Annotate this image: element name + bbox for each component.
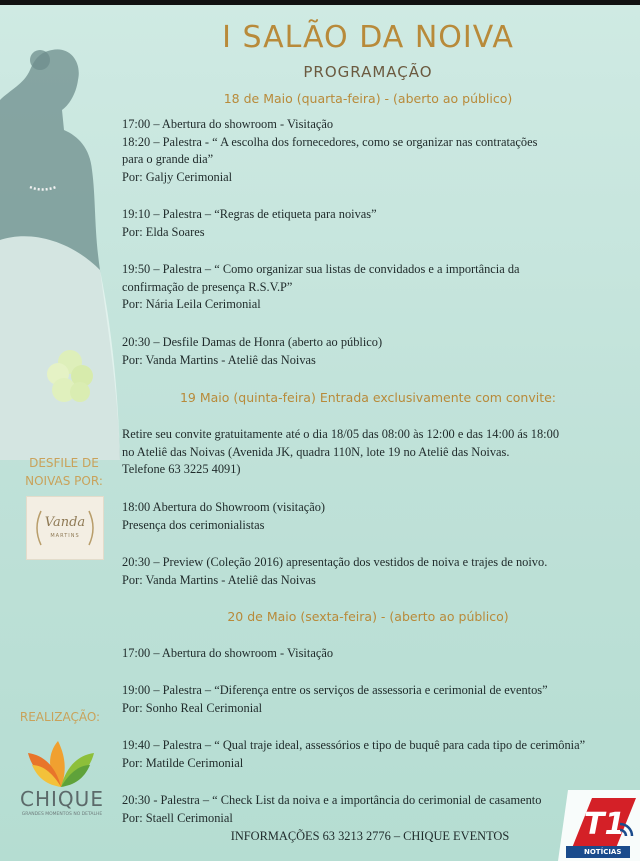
schedule-line: Por: Elda Soares xyxy=(122,224,205,239)
schedule-line: Por: Galjy Cerimonial xyxy=(122,169,233,184)
schedule-block xyxy=(122,499,632,534)
desfile-label-line: DESFILE DE xyxy=(29,456,99,470)
schedule-line: confirmação de presença R.S.V.P” xyxy=(122,279,293,294)
schedule-line: Por: Nária Leila Cerimonial xyxy=(122,297,261,311)
page-title: I SALÃO DA NOIVA xyxy=(222,20,514,55)
schedule-line: Por: Sonho Real Cerimonial xyxy=(122,700,263,715)
schedule-line: Telefone 63 3225 4091) xyxy=(122,462,241,476)
day-heading-3: 20 de Maio (sexta-feira) - (aberto ao público) xyxy=(227,609,509,624)
chique-wordmark: CHIQUE xyxy=(20,787,104,811)
schedule-block xyxy=(122,645,632,663)
schedule-line: Presença dos cerimonialistas xyxy=(122,517,265,532)
schedule-line: 17:00 – Abertura do showroom - Visitação xyxy=(122,117,334,131)
schedule-block xyxy=(122,261,632,314)
day-heading-2: 19 Maio (quinta-feira) Entrada exclusivamente com convite: xyxy=(179,390,557,405)
schedule-line: 19:00 – Palestra – “Diferença entre os serviços de assessoria e cerimonial de eventos” xyxy=(122,683,548,697)
vanda-logo-text: Vanda xyxy=(44,515,86,530)
vanda-martins-logo xyxy=(26,496,104,560)
t1-noticias-text: NOTÍCIAS xyxy=(584,848,622,856)
schedule-line: 19:40 – Palestra – “ Qual traje ideal, assessórios e tipo de buquê para cada tipo de cerimônia” xyxy=(122,738,586,752)
desfile-label xyxy=(14,454,114,490)
chique-tagline: GRANDES MOMENTOS NO DETALHE xyxy=(21,812,103,817)
page-subtitle: PROGRAMAÇÃO xyxy=(303,63,433,81)
schedule-line: 19:50 – Palestra – “ Como organizar sua listas de convidados e a importância da xyxy=(122,262,520,276)
schedule-line: 18:00 Abertura do Showroom (visitação) xyxy=(122,500,326,514)
info-footer: INFORMAÇÕES 63 3213 2776 – CHIQUE EVENTOS xyxy=(230,829,510,843)
schedule-line: Por: Staell Cerimonial xyxy=(122,810,233,825)
realizacao-label: REALIZAÇÃO: xyxy=(19,710,101,724)
schedule-block xyxy=(122,554,632,589)
schedule-line: 20:30 – Preview (Coleção 2016) apresentação dos vestidos de noiva e trajes de noivo. xyxy=(122,555,548,569)
schedule-line: no Ateliê das Noivas (Avenida JK, quadra 110N, lote 19 no Ateliê das Noivas. xyxy=(122,444,510,459)
schedule-block xyxy=(122,206,632,241)
desfile-label-line: NOIVAS POR: xyxy=(25,474,103,488)
schedule-block xyxy=(122,116,632,186)
t1-logo-text: T1 xyxy=(584,807,626,842)
schedule-block xyxy=(122,737,632,772)
schedule-block xyxy=(122,682,632,717)
schedule-block xyxy=(122,334,632,369)
schedule-line: Por: Vanda Martins - Ateliê das Noivas xyxy=(122,572,316,587)
schedule-line: Por: Matilde Cerimonial xyxy=(122,755,244,770)
schedule-line: 20:30 – Desfile Damas de Honra (aberto ao público) xyxy=(122,335,383,349)
vanda-logo-sub: MARTINS xyxy=(50,533,80,539)
schedule-line: para o grande dia” xyxy=(122,152,214,166)
schedule-line: 18:20 – Palestra - “ A escolha dos fornecedores, como se organizar nas contratações xyxy=(122,134,538,149)
schedule-line: Retire seu convite gratuitamente até o dia 18/05 das 08:00 às 12:00 e das 14:00 ás 18:00 xyxy=(122,427,560,441)
schedule-line: 17:00 – Abertura do showroom - Visitação xyxy=(122,646,334,660)
schedule-block xyxy=(122,792,552,827)
schedule-line: Por: Vanda Martins - Ateliê das Noivas xyxy=(122,352,316,367)
day-heading-1: 18 de Maio (quarta-feira) - (aberto ao público) xyxy=(223,91,513,106)
schedule-line: 20:30 - Palestra – “ Check List da noiva e a importância do cerimonial de casamento xyxy=(122,793,542,807)
schedule-block xyxy=(122,426,632,479)
schedule-line: 19:10 – Palestra – “Regras de etiqueta para noivas” xyxy=(122,207,377,221)
